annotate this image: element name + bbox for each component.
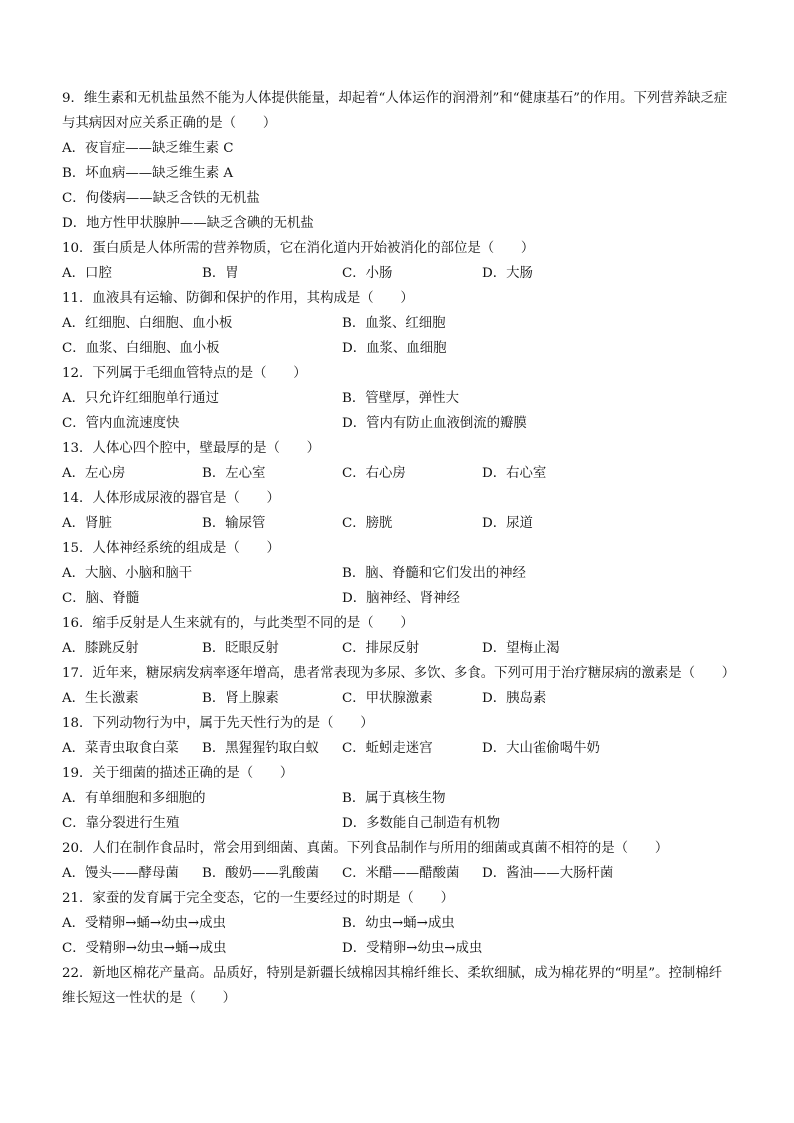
question-item — [62, 961, 732, 1011]
answer-option[interactable]: A．大脑、小脑和脑干 — [62, 566, 193, 581]
answer-option[interactable]: D．脑神经、肾神经 — [342, 591, 460, 606]
question-item — [62, 286, 732, 361]
answer-option[interactable]: C．管内血流速度快 — [62, 416, 180, 431]
answer-option[interactable]: C．佝偻病——缺乏含铁的无机盐 — [62, 191, 260, 206]
question-stem: 13．人体心四个腔中，壁最厚的是（ ） — [62, 441, 321, 456]
answer-option[interactable]: C．蚯蚓走迷宫 — [342, 741, 433, 756]
option-group — [62, 736, 732, 761]
option-group — [62, 911, 732, 961]
option-group — [62, 686, 732, 711]
answer-option[interactable]: B．坏血病——缺乏维生素 A — [62, 166, 234, 181]
answer-option[interactable]: B．管壁厚，弹性大 — [342, 391, 459, 406]
answer-option[interactable]: B．黑猩猩钓取白蚁 — [202, 741, 319, 756]
answer-option[interactable]: A．有单细胞和多细胞的 — [62, 791, 206, 806]
answer-option[interactable]: B．输尿管 — [202, 516, 266, 531]
answer-option[interactable]: B．血浆、红细胞 — [342, 316, 446, 331]
question-item — [62, 486, 732, 536]
answer-option[interactable]: C．小肠 — [342, 266, 393, 281]
question-item — [62, 436, 732, 486]
question-stem: 18．下列动物行为中，属于先天性行为的是（ ） — [62, 716, 374, 731]
question-stem: 12．下列属于毛细血管特点的是（ ） — [62, 366, 307, 381]
answer-option[interactable]: A．红细胞、白细胞、血小板 — [62, 316, 233, 331]
answer-option[interactable]: D．大肠 — [482, 266, 533, 281]
question-item — [62, 611, 732, 661]
option-group — [62, 861, 732, 886]
answer-option[interactable]: C．膀胱 — [342, 516, 393, 531]
answer-option[interactable]: B．酸奶——乳酸菌 — [202, 866, 319, 881]
question-stem: 14．人体形成尿液的器官是（ ） — [62, 491, 280, 506]
answer-option[interactable]: D．地方性甲状腺肿——缺乏含碘的无机盐 — [62, 216, 314, 231]
question-item — [62, 886, 732, 961]
answer-option[interactable]: D．右心室 — [482, 466, 547, 481]
answer-option[interactable]: B．胃 — [202, 266, 239, 281]
question-list — [62, 86, 736, 1011]
answer-option[interactable]: A．受精卵→蛹→幼虫→成虫 — [62, 916, 226, 931]
question-item — [62, 711, 732, 761]
option-group — [62, 386, 732, 436]
question-stem: 10．蛋白质是人体所需的营养物质，它在消化道内开始被消化的部位是（ ） — [62, 241, 535, 256]
answer-option[interactable]: A．馒头——酵母菌 — [62, 866, 179, 881]
answer-option[interactable]: C．靠分裂进行生殖 — [62, 816, 180, 831]
question-item — [62, 86, 732, 236]
answer-option[interactable]: C．甲状腺激素 — [342, 691, 433, 706]
option-group — [62, 511, 732, 536]
answer-option[interactable]: B．幼虫→蛹→成虫 — [342, 916, 455, 931]
answer-option[interactable]: D．受精卵→幼虫→成虫 — [342, 941, 483, 956]
question-stem: 17．近年来，糖尿病发病率逐年增高，患者常表现为多尿、多饮、多食。下列可用于治疗糖尿病的激素是（ ） — [62, 666, 736, 681]
answer-option[interactable]: A．口腔 — [62, 266, 112, 281]
answer-option[interactable]: A．只允许红细胞单行通过 — [62, 391, 219, 406]
answer-option[interactable]: D．酱油——大肠杆菌 — [482, 866, 614, 881]
answer-option[interactable]: B．脑、脊髓和它们发出的神经 — [342, 566, 526, 581]
question-stem: 16．缩手反射是人生来就有的，与此类型不同的是（ ） — [62, 616, 414, 631]
answer-option[interactable]: D．多数能自己制造有机物 — [342, 816, 501, 831]
question-stem: 9．维生素和无机盐虽然不能为人体提供能量，却起着“人体运作的润滑剂”和“健康基石”的作用。下列营养缺乏症与其病因对应关系正确的是（ ） — [62, 91, 728, 131]
question-item — [62, 836, 732, 886]
answer-option[interactable]: B．属于真核生物 — [342, 791, 446, 806]
answer-option[interactable]: C．血浆、白细胞、血小板 — [62, 341, 220, 356]
answer-option[interactable]: B．眨眼反射 — [202, 641, 279, 656]
question-stem: 11．血液具有运输、防御和保护的作用，其构成是（ ） — [62, 291, 414, 306]
answer-option[interactable]: A．肾脏 — [62, 516, 112, 531]
question-item — [62, 236, 732, 286]
answer-option[interactable]: C．右心房 — [342, 466, 406, 481]
option-group — [62, 261, 732, 286]
question-stem: 15．人体神经系统的组成是（ ） — [62, 541, 280, 556]
answer-option[interactable]: B．左心室 — [202, 466, 266, 481]
option-group — [62, 786, 732, 836]
answer-option[interactable]: D．胰岛素 — [482, 691, 547, 706]
answer-option[interactable]: D．尿道 — [482, 516, 533, 531]
answer-option[interactable]: C．脑、脊髓 — [62, 591, 140, 606]
question-item — [62, 661, 736, 711]
answer-option[interactable]: D．大山雀偷喝牛奶 — [482, 741, 600, 756]
question-item — [62, 361, 732, 436]
answer-option[interactable]: A．生长激素 — [62, 691, 139, 706]
question-stem: 19．关于细菌的描述正确的是（ ） — [62, 766, 294, 781]
answer-option[interactable]: A．菜青虫取食白菜 — [62, 741, 179, 756]
question-item — [62, 761, 732, 836]
answer-option[interactable]: B．肾上腺素 — [202, 691, 279, 706]
option-group — [62, 561, 732, 611]
answer-option[interactable]: C．米醋——醋酸菌 — [342, 866, 460, 881]
option-group — [62, 636, 732, 661]
answer-option[interactable]: A．膝跳反射 — [62, 641, 139, 656]
question-stem: 20．人们在制作食品时，常会用到细菌、真菌。下列食品制作与所用的细菌或真菌不相符的是（ ） — [62, 841, 669, 856]
answer-option[interactable]: C．受精卵→幼虫→蛹→成虫 — [62, 941, 227, 956]
question-stem: 21．家蚕的发育属于完全变态，它的一生要经过的时期是（ ） — [62, 891, 454, 906]
option-group — [62, 311, 732, 361]
option-group — [62, 461, 732, 486]
answer-option[interactable]: A．夜盲症——缺乏维生素 C — [62, 141, 234, 156]
answer-option[interactable]: D．血浆、血细胞 — [342, 341, 447, 356]
answer-option[interactable]: C．排尿反射 — [342, 641, 420, 656]
answer-option[interactable]: D．望梅止渴 — [482, 641, 560, 656]
question-item — [62, 536, 732, 611]
question-stem: 22．新地区棉花产量高。品质好，特别是新疆长绒棉因其棉纤维长、柔软细腻，成为棉花界的“明星”。控制棉纤维长短这一性状的是（ ） — [62, 966, 723, 1006]
answer-option[interactable]: A．左心房 — [62, 466, 126, 481]
answer-option[interactable]: D．管内有防止血液倒流的瓣膜 — [342, 416, 527, 431]
option-group — [62, 136, 732, 236]
